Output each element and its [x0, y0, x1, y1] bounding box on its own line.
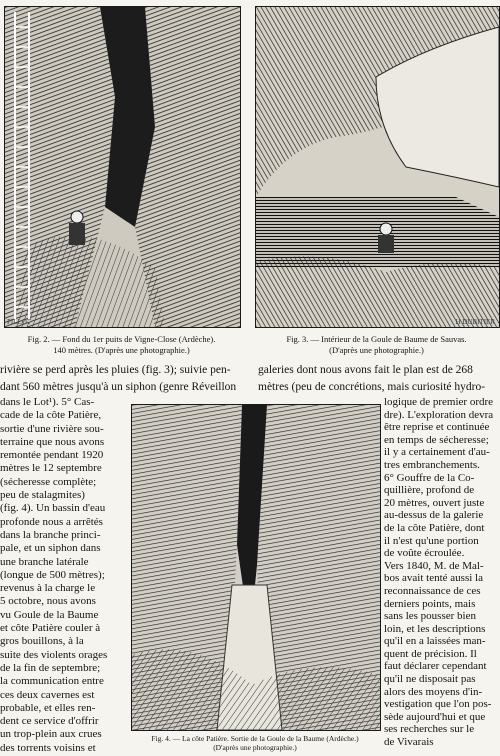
text-line: derniers points, mais: [384, 597, 476, 610]
text-line: quillière, profond de: [384, 484, 475, 497]
text-line: la communication entre: [0, 675, 104, 688]
text-line: il y a certainement d'au-: [384, 446, 490, 459]
text-line: une branche latérale: [0, 555, 89, 568]
text-line: un trop-plein aux crues: [0, 728, 102, 741]
text-line: bos avait tenté aussi la: [384, 572, 483, 585]
text-line: galeries dont nous avons fait le plan est de 268: [258, 364, 473, 376]
text-top-right: [258, 362, 500, 396]
text-line: 20 mètres, ouvert juste: [384, 496, 485, 509]
engraver-signature: H DUBITIER: [455, 318, 495, 326]
text-line: au-dessus de la galerie: [384, 509, 484, 522]
text-right-column: [384, 396, 500, 749]
text-line: rivière se perd après les pluies (fig. 3); suivie pen-: [0, 364, 231, 376]
text-line: dent ce service d'offrir: [0, 715, 99, 728]
text-line: dant 560 mètres jusqu'à un siphon (genre Réveillon: [0, 381, 237, 393]
text-line: sans les pousser bien: [384, 610, 476, 623]
text-line: (fig. 4). Un bassin d'eau: [0, 502, 106, 515]
text-line: ces deux cavernes est: [0, 688, 95, 701]
text-line: (longue de 500 mètres);: [0, 568, 105, 581]
figure-person-icon: [69, 211, 85, 245]
text-line: et côte Patière couler à: [0, 622, 101, 635]
text-line: alors des moyens d'in-: [384, 685, 483, 698]
text-line: être reprise et continuée: [384, 421, 490, 434]
text-line: de voûte écroulée.: [384, 547, 465, 560]
text-line: remontée pendant 1920: [0, 449, 104, 462]
text-line: qu'il ne disposait pas: [384, 673, 476, 686]
text-line: probable, et elles ren-: [0, 701, 96, 714]
text-line: mètres le 12 septembre: [0, 462, 102, 475]
text-line: des torrents voisins et: [0, 741, 96, 754]
text-line: de Vivarais: [384, 736, 434, 749]
text-line: loin, et les descriptions: [384, 622, 486, 635]
text-line: reconnaissance de ces: [384, 584, 481, 597]
figure-3-caption: Fig. 3. — Intérieur de la Goule de Baume de Sauvas. (D'après une photographie.): [286, 334, 467, 355]
text-line: cade de la côte Patière,: [0, 409, 102, 422]
text-line: 5 octobre, nous avons: [0, 595, 96, 608]
text-line: qu'il en a laissées man-: [384, 635, 486, 648]
text-line: ses recherches sur le: [384, 723, 475, 736]
text-line: il n'est qu'une portion: [384, 534, 479, 547]
text-line: dans la branche princi-: [0, 528, 101, 541]
text-line: terraine que nous avons: [0, 435, 105, 448]
text-line: peu de stalagmites): [0, 489, 85, 502]
text-line: 6° Gouffre de la Co-: [384, 471, 475, 484]
text-line: vestigation que l'on pos-: [384, 698, 492, 711]
text-left-column: [0, 396, 128, 755]
figure-4-caption: Fig. 4. — La côte Patière. Sortie de la Goule de la Baume (Ardèche.) (D'après une photographie.): [151, 734, 359, 752]
text-line: mètres (peu de concrétions, mais curiosité hydro-: [258, 381, 486, 393]
text-line: sortie d'une rivière sou-: [0, 422, 104, 435]
text-line: suite des violents orages: [0, 648, 108, 661]
text-line: dans le Lot¹). 5° Cas-: [0, 396, 95, 408]
text-top-left: [0, 362, 250, 396]
text-line: quent de précision. Il: [384, 647, 477, 660]
figure-2-caption: Fig. 2. — Fond du 1er puits de Vigne-Close (Ardèche). 140 mètres. (D'après une photographie.): [27, 334, 216, 355]
text-line: en temps de sécheresse;: [384, 433, 489, 446]
figure-4-engraving: [131, 404, 381, 731]
text-line: pale, et un siphon dans: [0, 542, 101, 555]
text-line: profonde nous a arrêtés: [0, 515, 103, 528]
text-line: de la fin de septembre;: [0, 661, 101, 674]
figure-3-engraving: [255, 6, 500, 328]
text-line: sède aujourd'hui et que: [384, 710, 486, 723]
figure-2-engraving: [4, 6, 241, 328]
text-line: (sécheresse complète;: [0, 475, 97, 488]
text-line: Vers 1840, M. de Mal-: [384, 559, 484, 572]
text-line: revenus à la charge le: [0, 582, 96, 595]
figure-person-icon: [378, 223, 394, 253]
text-line: logique de premier ordre: [384, 396, 494, 408]
text-line: de la côte Patière, dont: [384, 521, 485, 534]
text-line: tres embranchements.: [384, 458, 480, 471]
text-line: gros bouillons, à la: [0, 635, 84, 648]
text-line: dre). L'exploration devra: [384, 408, 494, 421]
text-line: faut déclarer cependant: [384, 660, 487, 673]
engraver-signature: PILLOT: [7, 318, 32, 326]
text-line: vu Goule de la Baume: [0, 608, 99, 621]
